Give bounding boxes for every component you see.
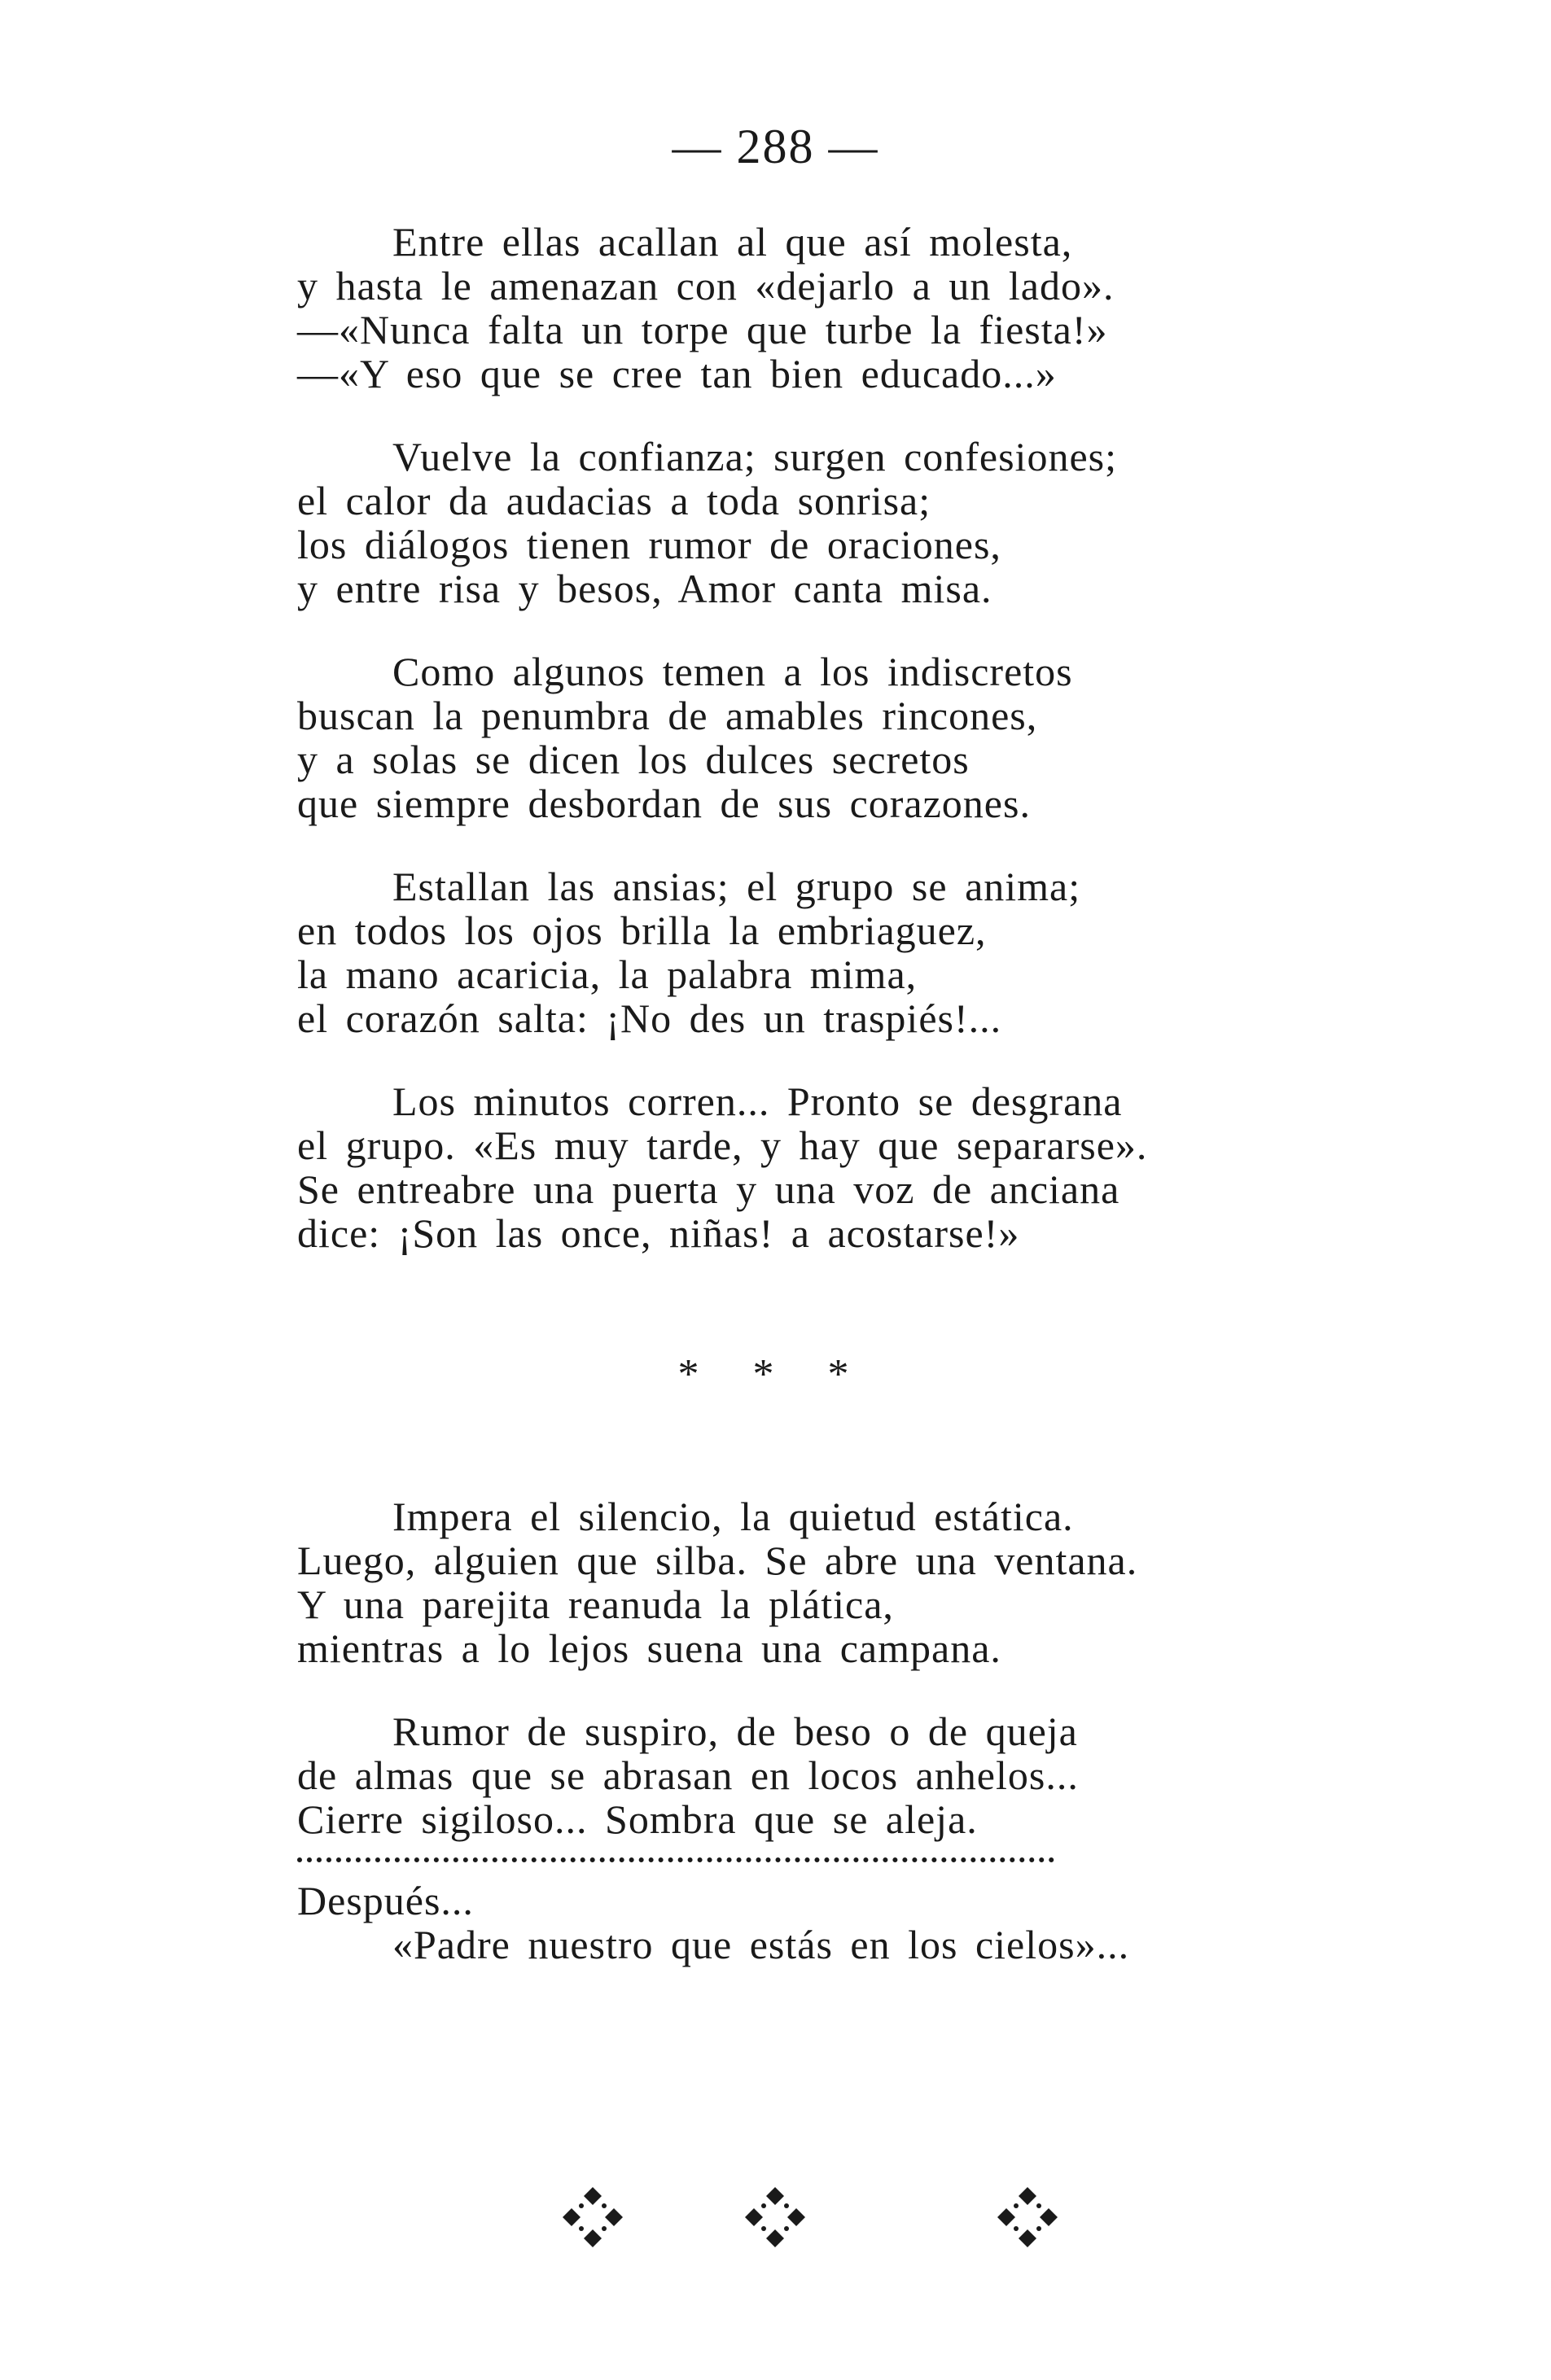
stanza bbox=[297, 1494, 1356, 1670]
verse-line: de almas que se abrasan en locos anhelos... bbox=[297, 1752, 1079, 1798]
verse-line: dice: ¡Son las once, niñas! a acostarse!» bbox=[297, 1210, 1020, 1256]
verse-line: el grupo. «Es muy tarde, y hay que separarse». bbox=[297, 1122, 1148, 1168]
verse-line: buscan la penumbra de amables rincones, bbox=[297, 693, 1038, 738]
verse-line: y hasta le amenazan con «dejarlo a un lado». bbox=[297, 263, 1115, 308]
verse-line: y entre risa y besos, Amor canta misa. bbox=[297, 566, 992, 611]
verse-line: Después... bbox=[297, 1878, 474, 1923]
verse-line: Cierre sigiloso... Sombra que se aleja. bbox=[297, 1796, 978, 1842]
verse-line: Vuelve la confianza; surgen confesiones; bbox=[392, 434, 1117, 479]
ornament-row bbox=[0, 2181, 1551, 2279]
verse-line: Como algunos temen a los indiscretos bbox=[392, 649, 1073, 694]
stanza bbox=[297, 650, 1356, 825]
verse-line: el calor da audacias a toda sonrisa; bbox=[297, 478, 931, 523]
verse-line: Entre ellas acallan al que así molesta, bbox=[392, 219, 1073, 265]
verse-line: Luego, alguien que silba. Se abre una ventana. bbox=[297, 1538, 1138, 1583]
verse-line: Y una parejita reanuda la plática, bbox=[297, 1582, 894, 1627]
verse-line: Rumor de suspiro, de beso o de queja bbox=[392, 1708, 1078, 1754]
verse-line: Estallan las ansias; el grupo se anima; bbox=[392, 864, 1081, 909]
stanza bbox=[297, 1709, 1356, 1967]
four-diamond-fleuron-icon bbox=[552, 2181, 633, 2263]
page-number: — 288 — bbox=[672, 120, 879, 173]
stanza bbox=[297, 220, 1356, 396]
verse-line: y a solas se dicen los dulces secretos bbox=[297, 737, 970, 782]
stanza-gap bbox=[297, 610, 1356, 650]
verse-line: los diálogos tienen rumor de oraciones, bbox=[297, 522, 1001, 567]
verse-line: —«Nunca falta un torpe que turbe la fiesta!» bbox=[297, 307, 1108, 352]
poem-body bbox=[297, 220, 1356, 1967]
stanza-gap bbox=[297, 825, 1356, 864]
stanza-gap bbox=[297, 1670, 1356, 1709]
four-diamond-fleuron-icon bbox=[987, 2181, 1068, 2263]
verse-line: —«Y eso que se cree tan bien educado...» bbox=[297, 351, 1057, 396]
verse-line: mientras a lo lejos suena una campana. bbox=[297, 1625, 1001, 1671]
verse-line: el corazón salta: ¡No des un traspiés!... bbox=[297, 995, 1002, 1041]
stanza-gap bbox=[297, 1040, 1356, 1079]
asterisk-icon: * bbox=[752, 1351, 799, 1398]
verse-line: en todos los ojos brilla la embriaguez, bbox=[297, 908, 987, 953]
asterisk-icon: * bbox=[827, 1351, 874, 1398]
stanza-gap bbox=[297, 396, 1356, 435]
verse-line: «Padre nuestro que estás en los cielos»... bbox=[392, 1922, 1130, 1967]
stanza bbox=[297, 864, 1356, 1040]
verse-line: que siempre desbordan de sus corazones. bbox=[297, 781, 1031, 826]
section-separator bbox=[0, 1353, 1551, 1397]
dotted-leader-line bbox=[297, 1841, 1054, 1862]
verse-line: la mano acaricia, la palabra mima, bbox=[297, 952, 918, 997]
verse-line: Impera el silencio, la quietud estática. bbox=[392, 1494, 1074, 1539]
stanza bbox=[297, 435, 1356, 610]
four-diamond-fleuron-icon bbox=[734, 2181, 816, 2263]
verse-line: Los minutos corren... Pronto se desgrana bbox=[392, 1078, 1123, 1124]
asterisk-icon: * bbox=[677, 1351, 724, 1398]
stanza bbox=[297, 1079, 1356, 1255]
verse-line: Se entreabre una puerta y una voz de anciana bbox=[297, 1166, 1120, 1212]
